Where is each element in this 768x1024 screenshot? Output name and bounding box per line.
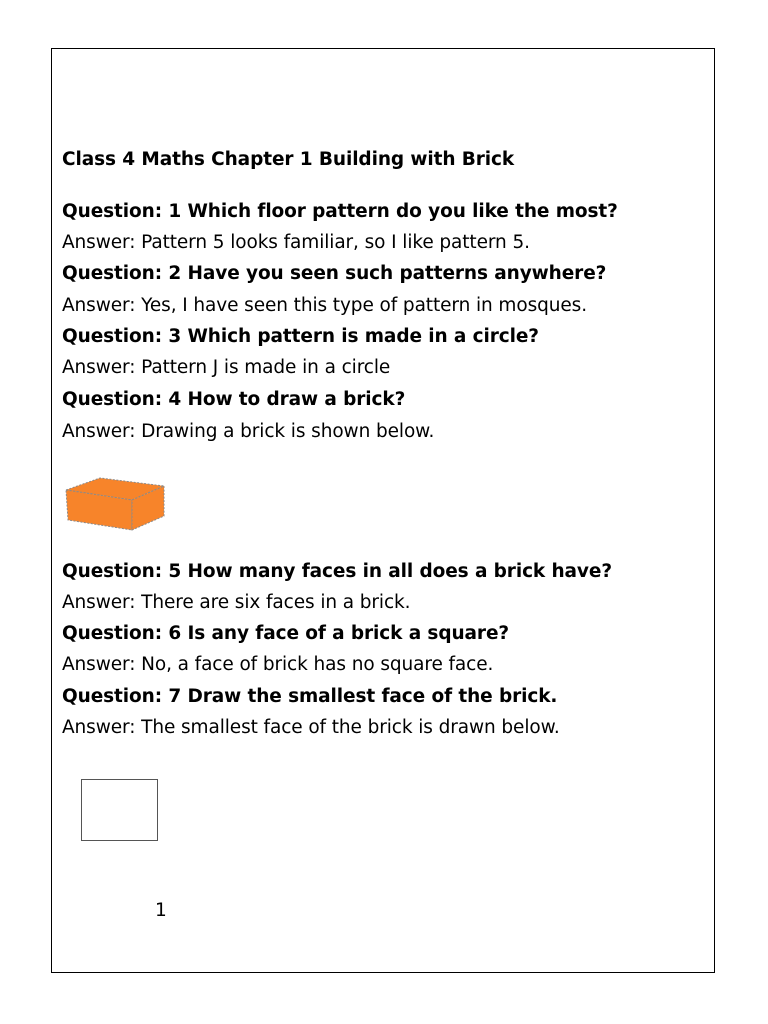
answer-2: Answer: Yes, I have seen this type of pattern in mosques. bbox=[62, 295, 587, 316]
question-1: Question: 1 Which floor pattern do you like the most? bbox=[62, 201, 618, 222]
question-5: Question: 5 How many faces in all does a brick have? bbox=[62, 561, 612, 582]
smallest-face-rectangle bbox=[81, 779, 158, 841]
question-4: Question: 4 How to draw a brick? bbox=[62, 389, 406, 410]
page-number: 1 bbox=[155, 900, 167, 921]
question-7: Question: 7 Draw the smallest face of the brick. bbox=[62, 686, 558, 707]
question-6: Question: 6 Is any face of a brick a square? bbox=[62, 623, 510, 644]
answer-5: Answer: There are six faces in a brick. bbox=[62, 592, 411, 613]
question-2: Question: 2 Have you seen such patterns anywhere? bbox=[62, 263, 607, 284]
answer-3: Answer: Pattern J is made in a circle bbox=[62, 357, 391, 378]
brick-illustration bbox=[62, 476, 166, 532]
answer-1: Answer: Pattern 5 looks familiar, so I like pattern 5. bbox=[62, 232, 530, 253]
answer-6: Answer: No, a face of brick has no square face. bbox=[62, 654, 494, 675]
question-3: Question: 3 Which pattern is made in a circle? bbox=[62, 326, 539, 347]
document-title: Class 4 Maths Chapter 1 Building with Brick bbox=[62, 149, 515, 170]
answer-4: Answer: Drawing a brick is shown below. bbox=[62, 421, 435, 442]
answer-7: Answer: The smallest face of the brick is drawn below. bbox=[62, 717, 560, 738]
